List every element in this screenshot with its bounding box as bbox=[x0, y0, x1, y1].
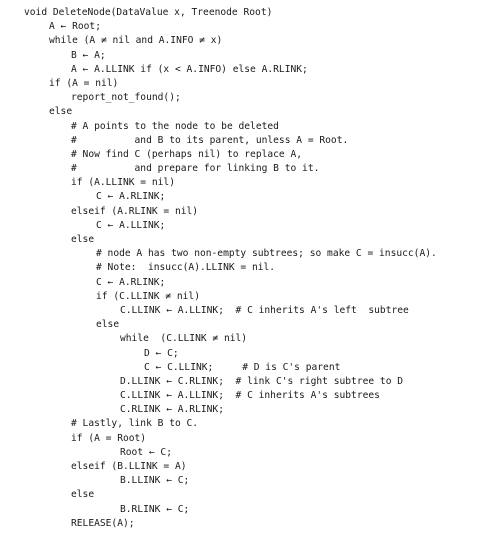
code-line bbox=[24, 77, 484, 91]
code-line bbox=[24, 205, 484, 219]
code-line bbox=[24, 20, 484, 34]
code-line bbox=[24, 517, 484, 531]
code-line bbox=[24, 219, 484, 233]
code-line-text: Root ← C; bbox=[120, 446, 172, 458]
code-line-text: D ← C; bbox=[144, 347, 179, 359]
code-line bbox=[24, 162, 484, 176]
code-line-text: C ← C.LLINK; # D is C's parent bbox=[144, 361, 341, 373]
code-line-text: C.RLINK ← A.RLINK; bbox=[120, 404, 224, 416]
code-line bbox=[24, 34, 484, 48]
code-line-text: C ← A.LLINK; bbox=[96, 219, 166, 231]
code-line bbox=[24, 503, 484, 517]
code-line bbox=[24, 318, 484, 332]
code-line-text: if (A = Root) bbox=[71, 432, 147, 444]
code-line bbox=[24, 375, 484, 389]
code-line bbox=[24, 417, 484, 431]
code-line-text: else bbox=[49, 106, 73, 118]
code-line-text: if (A.LLINK = nil) bbox=[71, 177, 175, 189]
code-line-text: B.RLINK ← C; bbox=[120, 503, 190, 515]
code-line-text: C ← A.RLINK; bbox=[96, 191, 166, 203]
code-line bbox=[24, 389, 484, 403]
code-line-text: A ← A.LLINK if (x < A.INFO) else A.RLINK; bbox=[71, 63, 308, 75]
code-line-text: # and B to its parent, unless A = Root. bbox=[71, 134, 349, 146]
code-line bbox=[24, 105, 484, 119]
code-line bbox=[24, 148, 484, 162]
code-line bbox=[24, 446, 484, 460]
code-line-text: B ← A; bbox=[71, 49, 106, 61]
code-line bbox=[24, 63, 484, 77]
code-line-text: # Now find C (perhaps nil) to replace A, bbox=[71, 148, 303, 160]
code-line bbox=[24, 276, 484, 290]
code-listing bbox=[24, 6, 484, 531]
code-line-text: C.LLINK ← A.LLINK; # C inherits A's subtrees bbox=[120, 390, 380, 402]
code-line bbox=[24, 134, 484, 148]
code-line bbox=[24, 403, 484, 417]
code-line-text: C ← A.RLINK; bbox=[96, 276, 166, 288]
code-line bbox=[24, 6, 484, 20]
code-line-text: B.LLINK ← C; bbox=[120, 475, 190, 487]
code-line bbox=[24, 290, 484, 304]
code-line bbox=[24, 49, 484, 63]
code-line bbox=[24, 176, 484, 190]
code-line-text: # and prepare for linking B to it. bbox=[71, 163, 320, 175]
code-line-text: if (A = nil) bbox=[49, 77, 119, 89]
code-line-text: # node A has two non-empty subtrees; so make C = insucc(A). bbox=[96, 248, 437, 260]
code-line-text: # Note: insucc(A).LLINK = nil. bbox=[96, 262, 276, 274]
code-line bbox=[24, 247, 484, 261]
code-line-text: void DeleteNode(DataValue x, Treenode Root) bbox=[24, 7, 273, 18]
code-line-text: while (A ≠ nil and A.INFO ≠ x) bbox=[49, 35, 223, 47]
code-line bbox=[24, 332, 484, 346]
code-line bbox=[24, 474, 484, 488]
code-line-text: else bbox=[71, 489, 95, 501]
code-line bbox=[24, 460, 484, 474]
code-line-text: A ← Root; bbox=[49, 21, 101, 33]
code-line-text: C.LLINK ← A.LLINK; # C inherits A's left subtree bbox=[120, 304, 409, 316]
code-line-text: elseif (B.LLINK = A) bbox=[71, 461, 187, 472]
code-line bbox=[24, 432, 484, 446]
code-line-text: D.LLINK ← C.RLINK; # link C's right subtree to D bbox=[120, 375, 404, 387]
code-line-text: if (C.LLINK ≠ nil) bbox=[96, 290, 200, 302]
code-line-text: while (C.LLINK ≠ nil) bbox=[120, 333, 248, 345]
code-line bbox=[24, 304, 484, 318]
code-line bbox=[24, 347, 484, 361]
code-line-text: RELEASE(A); bbox=[71, 517, 135, 529]
code-line bbox=[24, 120, 484, 134]
code-line-text: # Lastly, link B to C. bbox=[71, 418, 199, 430]
code-line-text: else bbox=[96, 319, 120, 331]
code-line bbox=[24, 233, 484, 247]
code-line-text: # A points to the node to be deleted bbox=[71, 120, 279, 132]
code-line-text: report_not_found(); bbox=[71, 92, 181, 104]
code-line bbox=[24, 488, 484, 502]
code-line bbox=[24, 190, 484, 204]
code-line bbox=[24, 261, 484, 275]
code-line-text: elseif (A.RLINK = nil) bbox=[71, 205, 199, 217]
code-line bbox=[24, 91, 484, 105]
code-line-text: else bbox=[71, 234, 95, 245]
code-line bbox=[24, 361, 484, 375]
